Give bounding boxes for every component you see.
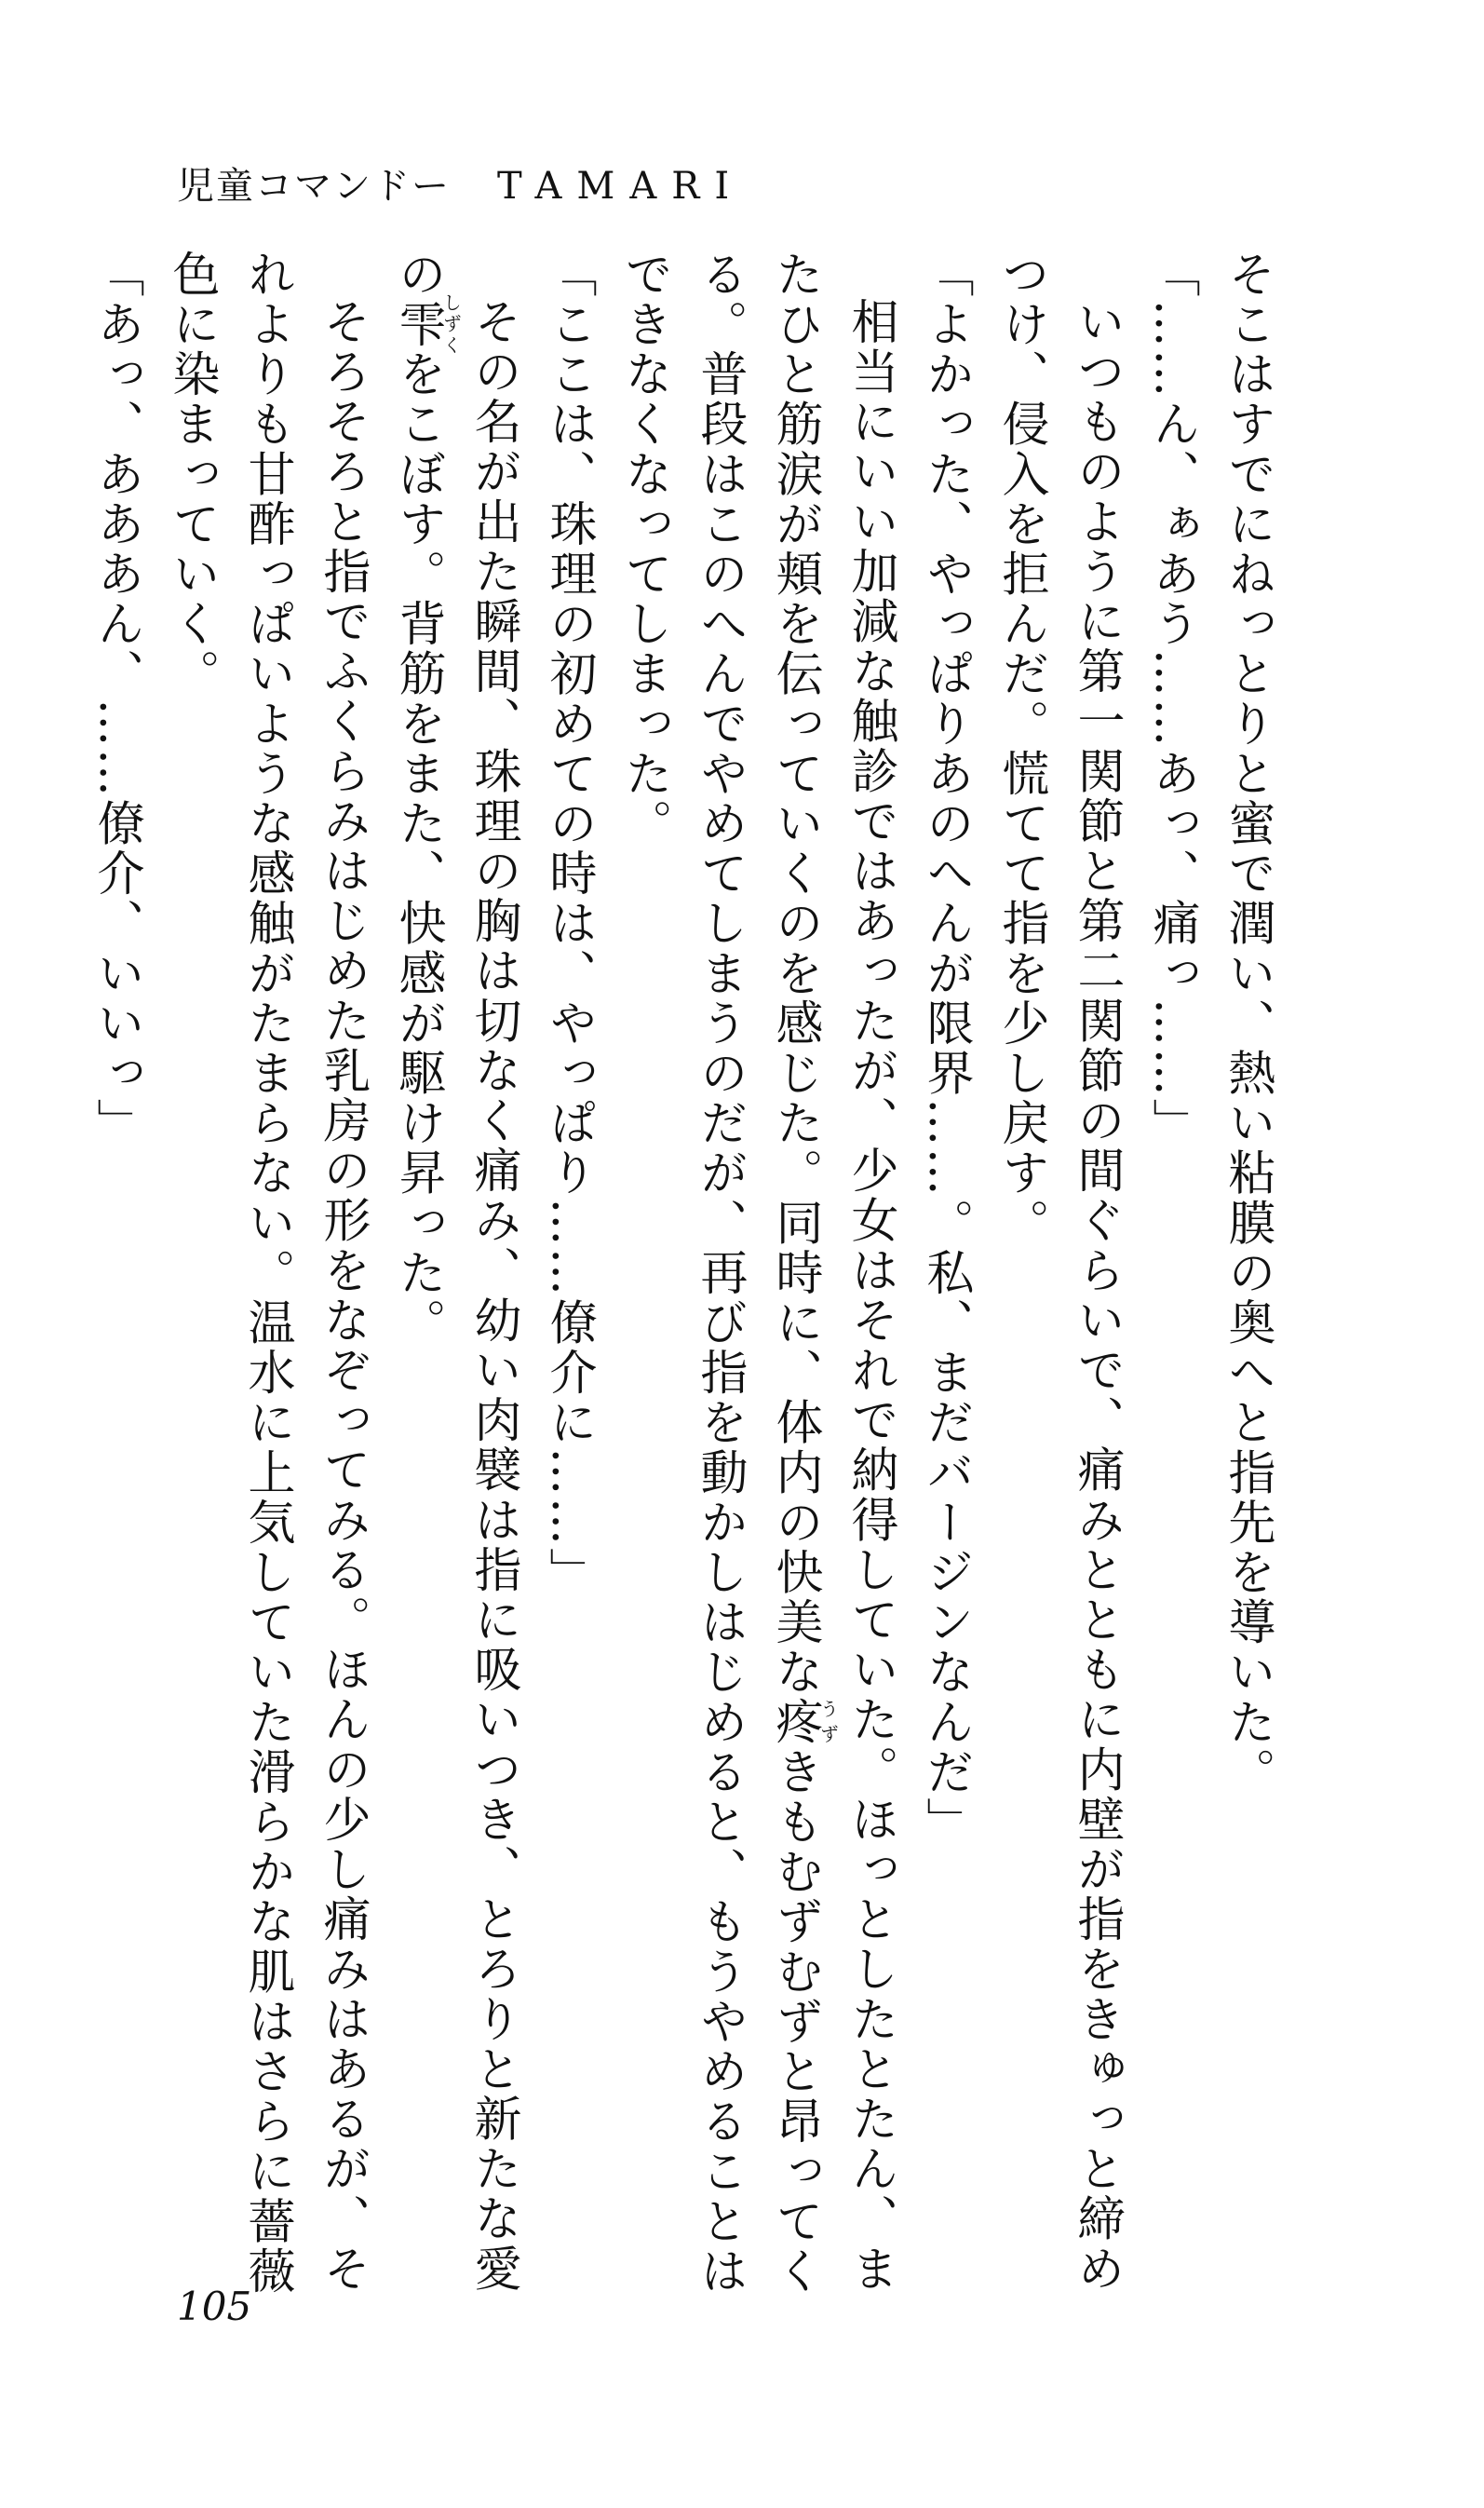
body-text [88, 250, 1285, 2298]
ruby-reading: しずく [439, 292, 463, 357]
text-line: そろそろと指でふくらみはじめた乳房の形をなぞってみる。ほんの少し痛みはあるが、それよりも甘酢っぱいような感触がたまらない。温水に上気していた滑らかな肌はさらに薔薇色に染まっていく。 [164, 250, 370, 2297]
text-line: 「あっ、あああん、……僚介、いいっ」 [88, 250, 143, 1148]
text-line: いつものように第一関節と第二関節の間ぐらいで、痛みとともに内壁が指をきゅっと締めつけ、侵入を拒んだ。慌てて指を少し戻す。 [993, 250, 1124, 2294]
text-line: きもむずむずと昂ってくる。普段はこのへんでやめてしまうのだが、再び指を動かしはじめると、もうやめることはできなくなってしまった。 [616, 250, 822, 2297]
page-number: 105 [177, 2284, 252, 2329]
ruby-annotation [390, 292, 463, 357]
paragraph [154, 250, 380, 2298]
text-line: そこはすでにねっとりと蜜で潤い、熱い粘膜の奥へと指先を導いた。 [1220, 250, 1275, 1797]
paragraph [380, 250, 531, 2298]
text-line: その名が出た瞬間、珠理の胸は切なく痛み、幼い肉襞は指に吸いつき、とろりと新たな愛の [390, 250, 520, 2294]
book-title: 児童コマンドー [177, 165, 451, 208]
paragraph [983, 250, 1134, 2298]
ruby-annotation [767, 1697, 840, 1748]
ruby-base: 雫 [390, 292, 445, 357]
book-title-latin: TAMARI [497, 165, 745, 208]
text-line: 「ここは、珠理の初めての時は、やっぱり……僚介に……」 [541, 250, 596, 1598]
text-line: 「よかった、やっぱりあのへんが限界……。私、まだバージンなんだ」 [918, 250, 973, 1848]
text-line: をこぼす。背筋をまた、快感が駆け昇った。 [390, 349, 445, 1349]
text-line: 相当にいい加減な触診ではあったが、少女はそれで納得していた。ほっとしたとたん、またひと筋涙が頬を伝っていくのを感じた。同時に、体内の快美な [767, 250, 897, 2294]
dialogue-line [531, 250, 606, 2298]
dialogue-line [908, 250, 983, 2298]
dialogue-line [1134, 250, 1209, 2298]
running-head [177, 156, 744, 210]
text-line: 「……ん、ぁあう……あっ、痛っ……」 [1144, 250, 1199, 1148]
paragraph [606, 250, 908, 2298]
ruby-base: 疼 [767, 1697, 822, 1748]
ruby-reading: うず [816, 1697, 840, 1747]
paragraph [1209, 250, 1285, 2298]
dialogue-line [78, 250, 154, 2298]
